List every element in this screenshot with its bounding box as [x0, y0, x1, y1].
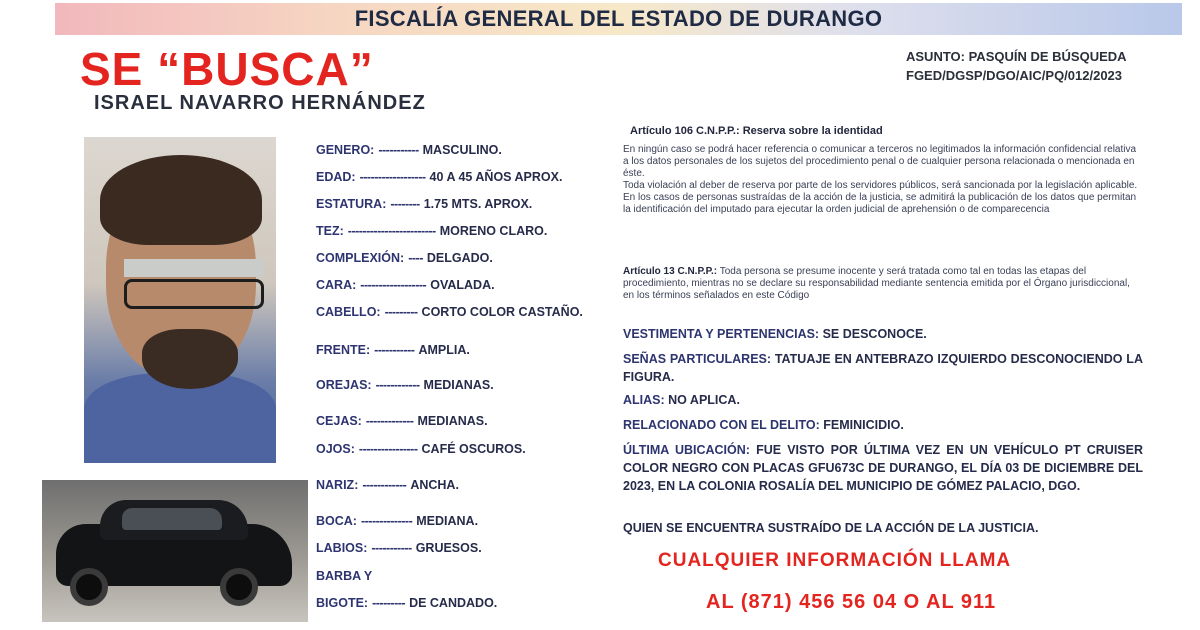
case-reference	[906, 47, 1127, 85]
art106-text	[623, 144, 1143, 216]
photo-hair	[100, 155, 262, 245]
feature-genero: GENERO: ----------- MASCULINO.	[316, 143, 502, 157]
wanted-title: SE “BUSCA”	[80, 43, 374, 95]
contact-line-1: CUALQUIER INFORMACIÓN LLAMA	[658, 550, 1012, 571]
art106-paragraph-3: En los casos de personas sustraídas de la acción de la justicia, se admitirá la publicación de los datos que permitan la identificación del imputado para ejecutar la orden judicial de aprehensión o de comparecencia	[623, 192, 1137, 215]
info-ubicacion: ÚLTIMA UBICACIÓN: FUE VISTO POR ÚLTIMA VEZ EN UN VEHÍCULO PT CRUISER COLOR NEGRO CON PLACAS GFU673C DE DURANGO, EL DÍA 03 DE DICIEMBRE DEL 2023, EN LA COLONIA ROSALÍA DEL MUNICIPIO DE GÓMEZ PALACIO, DGO.	[623, 443, 1143, 493]
feature-complexion: COMPLEXIÓN: ---- DELGADO.	[316, 251, 493, 265]
photo-beard	[142, 329, 238, 389]
feature-ojos: OJOS: ---------------- CAFÉ OSCUROS.	[316, 442, 526, 456]
car-wheel-rear	[220, 568, 258, 606]
feature-frente: FRENTE: ----------- AMPLIA.	[316, 343, 470, 357]
car-wheel-front	[70, 568, 108, 606]
art13-body: Toda persona se presume inocente y será tratada como tal en todas las etapas del procedimiento, mientras no se declare su responsabilidad mediante sentencia emitida por el Órgano jurisdiccional, en los términos señalados en este Código	[623, 266, 1130, 301]
art106-title: Artículo 106 C.N.P.P.: Reserva sobre la identidad	[630, 125, 883, 137]
feature-cejas: CEJAS: ------------- MEDIANAS.	[316, 414, 488, 428]
art13-text	[623, 266, 1143, 302]
photo-eye-censor-bar	[124, 259, 264, 277]
folio-line: FGED/DGSP/DGO/AIC/PQ/012/2023	[906, 68, 1123, 83]
person-name: ISRAEL NAVARRO HERNÁNDEZ	[94, 92, 426, 114]
car-window	[122, 508, 222, 530]
info-alias: ALIAS: NO APLICA.	[623, 393, 740, 407]
vehicle-photo	[42, 480, 308, 622]
feature-cabello: CABELLO: --------- CORTO COLOR CASTAÑO.	[316, 305, 583, 319]
feature-cara: CARA: ------------------ OVALADA.	[316, 278, 495, 292]
asunto-line: ASUNTO: PASQUÍN DE BÚSQUEDA	[906, 49, 1127, 64]
banner-title: FISCALÍA GENERAL DEL ESTADO DE DURANGO	[354, 6, 883, 31]
feature-edad: EDAD: ------------------ 40 A 45 AÑOS APROX.	[316, 170, 563, 184]
feature-nariz: NARIZ: ------------ ANCHA.	[316, 478, 459, 492]
info-senas: SEÑAS PARTICULARES: TATUAJE EN ANTEBRAZO IZQUIERDO DESCONOCIENDO LA FIGURA.	[623, 352, 1143, 384]
feature-estatura: ESTATURA: -------- 1.75 MTS. APROX.	[316, 197, 533, 211]
feature-tez: TEZ: ------------------------ MORENO CLARO.	[316, 224, 548, 238]
feature-barba: BARBA Y	[316, 569, 373, 583]
header-banner	[55, 3, 1182, 35]
feature-labios: LABIOS: ----------- GRUESOS.	[316, 541, 482, 555]
info-vestimenta: VESTIMENTA Y PERTENENCIAS: SE DESCONOCE.	[623, 327, 927, 341]
art106-paragraph-1: En ningún caso se podrá hacer referencia o comunicar a terceros no legitimados la información confidencial relativa a los datos personales de los sujetos del procedimiento penal o de cualquier persona relacionada o mencionada en éste.	[623, 144, 1137, 179]
feature-orejas: OREJAS: ------------ MEDIANAS.	[316, 378, 494, 392]
suspect-photo	[84, 137, 276, 463]
feature-bigote: BIGOTE: --------- DE CANDADO.	[316, 596, 498, 610]
info-sustraido: QUIEN SE ENCUENTRA SUSTRAÍDO DE LA ACCIÓN DE LA JUSTICIA.	[623, 521, 1039, 535]
art106-paragraph-2: Toda violación al deber de reserva por parte de los servidores públicos, será sancionada por la legislación aplicable.	[623, 180, 1138, 191]
art13-title: Artículo 13 C.N.P.P.:	[623, 266, 718, 277]
photo-glasses	[124, 279, 264, 309]
contact-phone: AL (871) 456 56 04 O AL 911	[706, 591, 997, 613]
info-delito: RELACIONADO CON EL DELITO: FEMINICIDIO.	[623, 418, 904, 432]
feature-boca: BOCA: -------------- MEDIANA.	[316, 514, 479, 528]
